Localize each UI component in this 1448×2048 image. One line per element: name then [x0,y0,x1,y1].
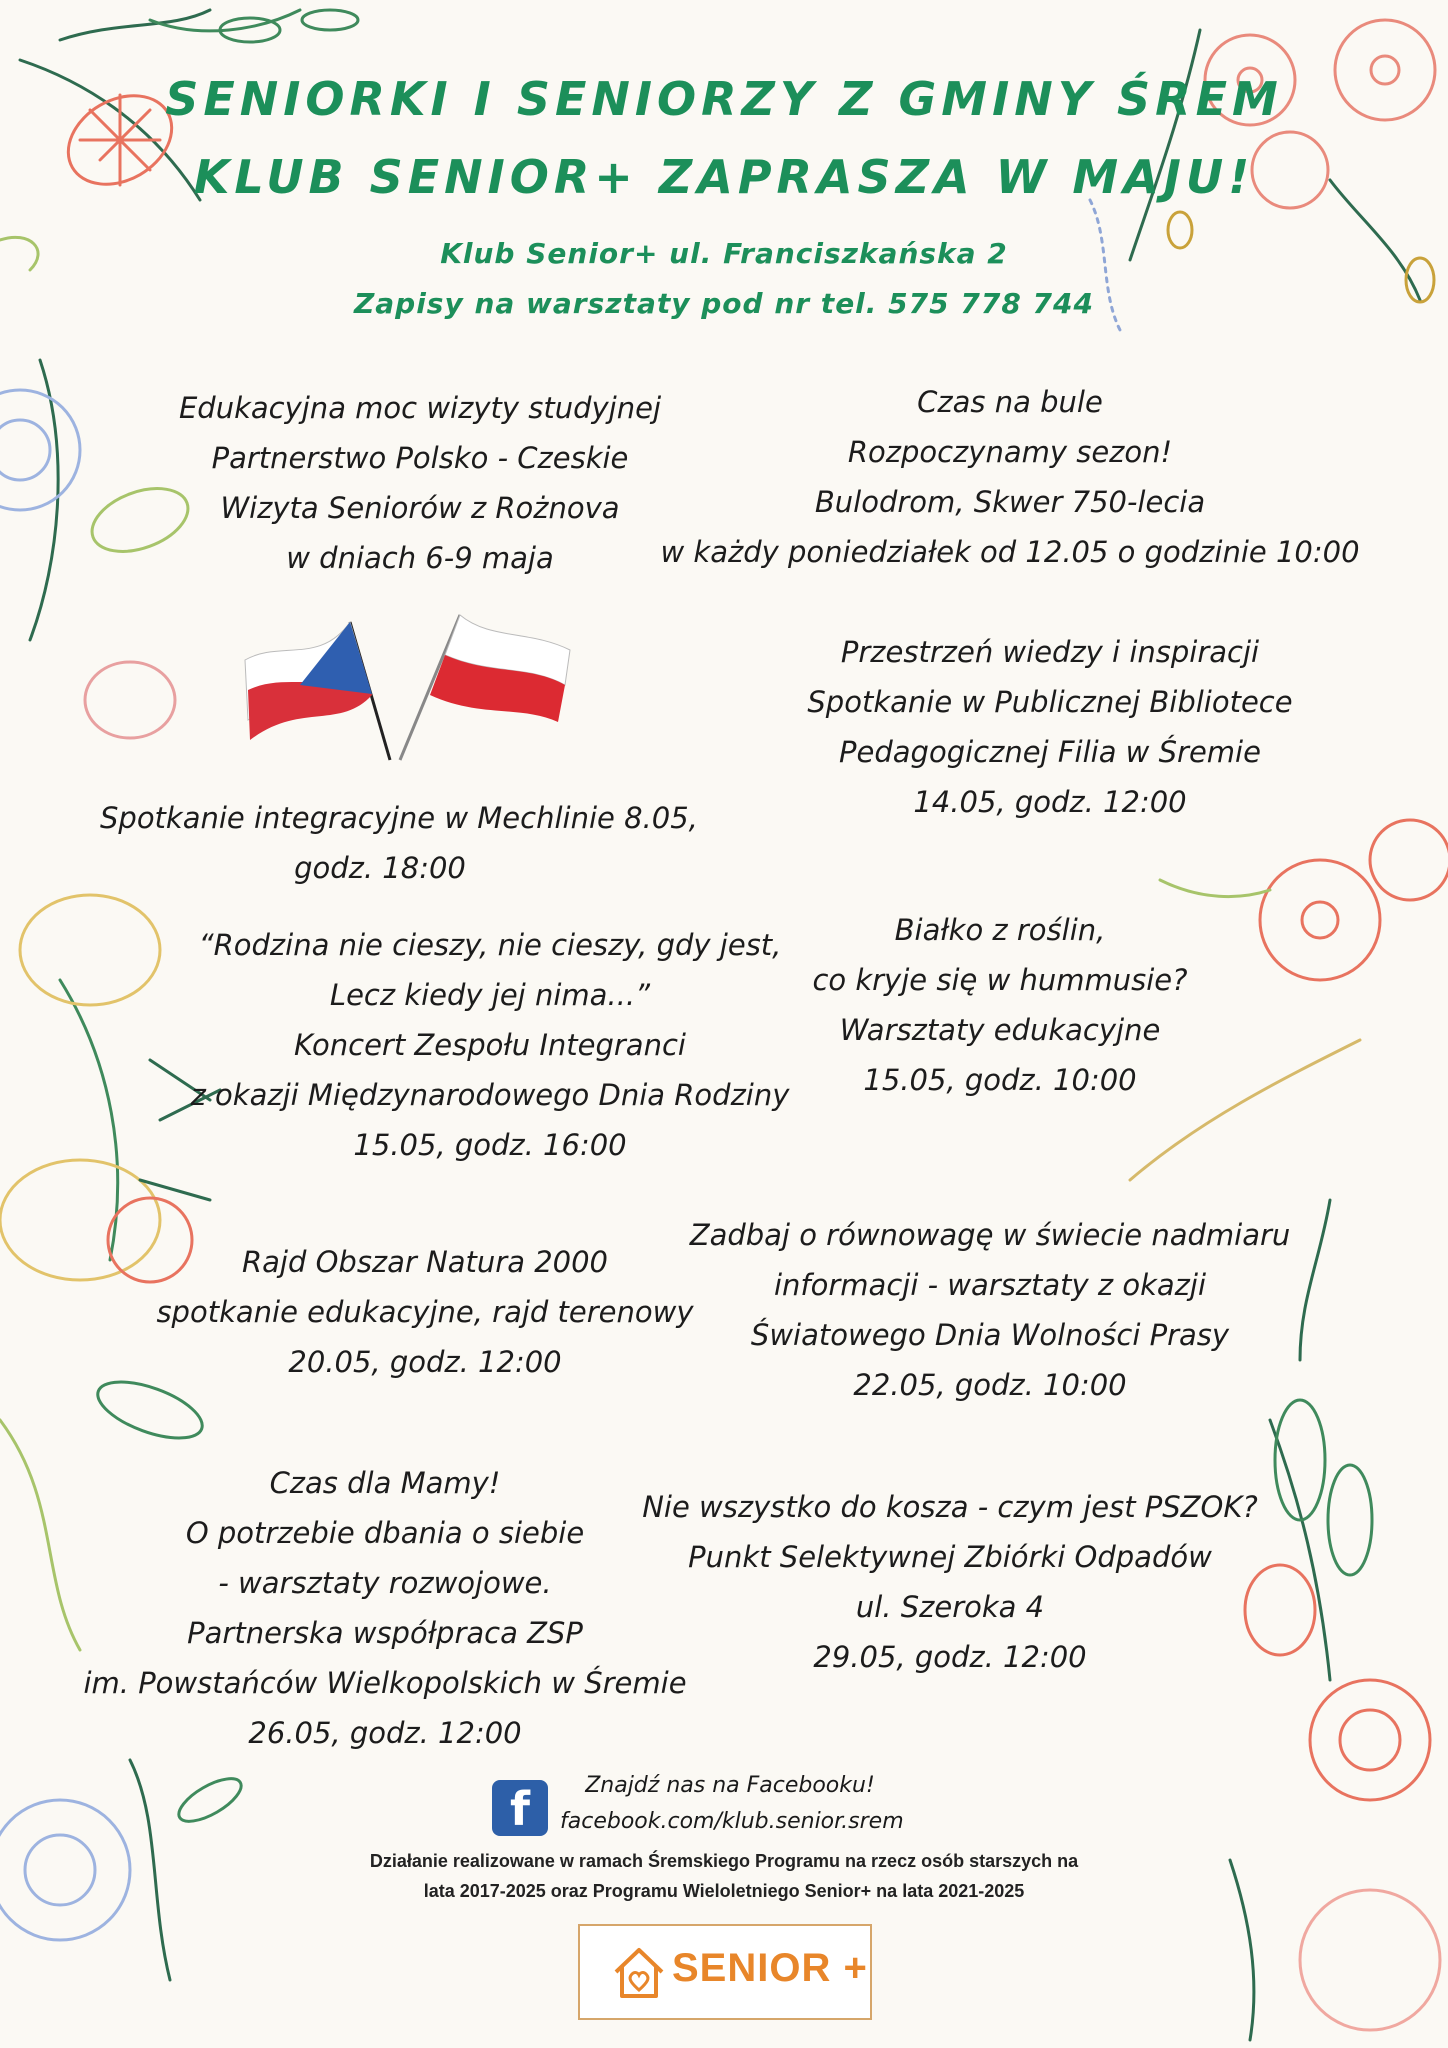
event-line: Partnerska współpraca ZSP [187,1616,583,1650]
event-line: 20.05, godz. 12:00 [288,1345,562,1379]
event-pszok [600,1482,1300,1682]
event-line: godz. 18:00 [294,851,466,885]
event-line: 14.05, godz. 12:00 [913,785,1187,819]
event-line: Zadbaj o równowagę w świecie nadmiaru [689,1218,1291,1252]
event-line: z okazji Międzynarodowego Dnia Rodziny [190,1078,790,1112]
flags-illustration [240,610,580,770]
event-library [770,627,1330,827]
house-heart-icon [610,1944,668,2000]
event-line: co kryje się w hummusie? [812,963,1188,997]
event-line: Wizyta Seniorów z Rożnova [220,491,620,525]
facebook-link[interactable]: facebook.com/klub.senior.srem [560,1809,904,1834]
event-line: Nie wszystko do kosza - czym jest PSZOK? [642,1490,1258,1524]
event-line: “Rodzina nie cieszy, nie cieszy, gdy jest, [198,928,782,962]
event-line: Edukacyjna moc wizyty studyjnej [178,391,662,425]
event-line: 15.05, godz. 16:00 [353,1128,627,1162]
event-concert [170,920,810,1170]
club-address: Klub Senior+ ul. Franciszkańska 2 [440,237,1008,270]
senior-plus-logo [578,1924,872,2020]
title-line-2: KLUB SENIOR+ ZAPRASZA W MAJU! [193,150,1255,204]
event-line: 29.05, godz. 12:00 [813,1640,1087,1674]
title-line-1: SENIORKI I SENIORZY Z GMINY ŚREM [165,72,1283,126]
czech-flag-icon [245,622,390,760]
event-line: 26.05, godz. 12:00 [248,1716,522,1750]
event-line: Partnerstwo Polsko - Czeskie [211,441,629,475]
polish-flag-icon [400,615,570,760]
event-line: spotkanie edukacyjne, rajd terenowy [156,1295,694,1329]
event-line: Światowego Dnia Wolności Prasy [750,1318,1230,1352]
event-line: Punkt Selektywnej Zbiórki Odpadów [688,1540,1212,1574]
event-line: Czas dla Mamy! [269,1466,501,1500]
facebook-icon[interactable]: f [492,1780,548,1836]
event-line: im. Powstańców Wielkopolskich w Śremie [83,1666,687,1700]
event-line: Spotkanie w Publicznej Bibliotece [807,685,1293,719]
event-line: Czas na bule [917,385,1103,419]
event-line: Koncert Zespołu Integranci [294,1028,686,1062]
event-line: - warsztaty rozwojowe. [218,1566,552,1600]
event-natura [140,1237,710,1387]
event-line: Rozpoczynamy sezon! [847,435,1173,469]
facebook-cta: Znajdź nas na Facebooku! [585,1773,875,1798]
event-hummus [790,905,1210,1105]
event-line: w dniach 6-9 maja [286,541,554,575]
event-line: O potrzebie dbania o siebie [185,1516,585,1550]
event-line: 15.05, godz. 10:00 [863,1063,1137,1097]
event-line: Pedagogicznej Filia w Śremie [839,735,1261,769]
event-line: Rajd Obszar Natura 2000 [241,1245,608,1279]
event-integration [100,793,698,893]
event-boules [640,377,1380,577]
event-line: ul. Szeroka 4 [855,1590,1045,1624]
event-line: 22.05, godz. 10:00 [853,1368,1127,1402]
event-line: Spotkanie integracyjne w Mechlinie 8.05, [100,801,698,835]
event-line: Przestrzeń wiedzy i inspiracji [840,635,1260,669]
event-line: informacji - warsztaty z okazji [773,1268,1206,1302]
event-study-visit [140,383,700,583]
footer-line-2: lata 2017-2025 oraz Programu Wieloletniego Senior+ na lata 2021-2025 [423,1881,1025,1901]
event-line: Białko z roślin, [894,913,1106,947]
event-press-freedom [660,1210,1320,1410]
event-line: w każdy poniedziałek od 12.05 o godzinie 10:00 [660,535,1360,569]
logo-text: SENIOR + [672,1946,868,1990]
facebook-info [560,1768,904,1840]
signup-phone: Zapisy na warsztaty pod nr tel. 575 778 744 [353,287,1095,320]
event-line: Lecz kiedy jej nima...” [329,978,651,1012]
event-line: Bulodrom, Skwer 750-lecia [814,485,1206,519]
event-line: Warsztaty edukacyjne [839,1013,1161,1047]
footer-line-1: Działanie realizowane w ramach Śremskiego Programu na rzecz osób starszych na [369,1851,1079,1871]
